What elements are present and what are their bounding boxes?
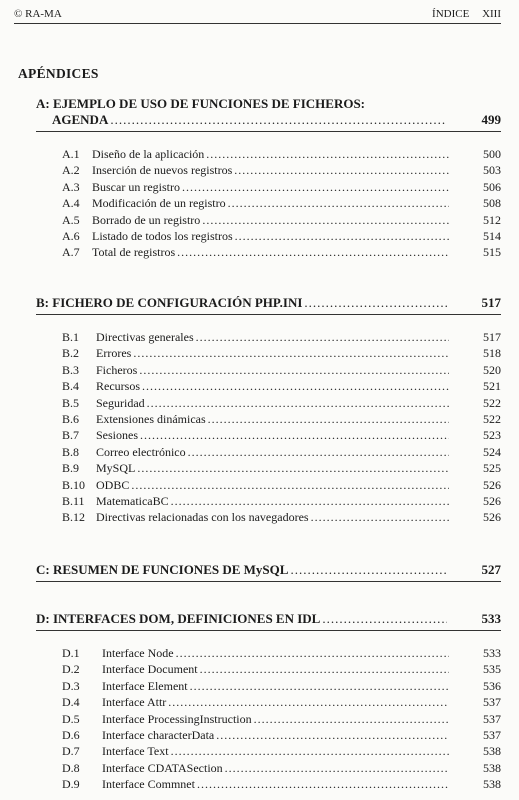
toc-entry (62, 244, 501, 260)
section-b-title-text: B: FICHERO DE CONFIGURACIÓN PHP.INI (36, 295, 303, 310)
entry-page: 508 (483, 196, 501, 211)
entry-page: 535 (483, 662, 501, 677)
leader-dots (168, 694, 449, 710)
entry-page: 537 (483, 695, 501, 710)
leader-dots (176, 645, 449, 661)
section-d (36, 611, 501, 793)
section-c (36, 562, 501, 582)
toc-entry (62, 345, 501, 361)
toc-entry (62, 395, 501, 411)
entry-number: B.7 (62, 428, 80, 443)
running-header (14, 8, 501, 24)
toc-entry (62, 146, 501, 162)
toc-entry (62, 212, 501, 228)
entry-label: Ficheros (96, 362, 138, 377)
entry-page: 537 (483, 727, 501, 742)
leader-dots (177, 244, 449, 260)
entry-label: Total de registros (92, 245, 176, 260)
entry-page: 515 (483, 245, 501, 260)
toc-entry (62, 727, 501, 743)
entry-label: Sesiones (96, 428, 138, 443)
section-a-items (36, 146, 501, 261)
entry-label: Directivas generales (96, 330, 194, 344)
leader-dots (110, 112, 447, 128)
entry-number: A.7 (62, 245, 80, 260)
entry-number: B.9 (62, 461, 80, 476)
section-d-items (36, 645, 501, 793)
section-a-title-line2: AGENDA (52, 112, 109, 127)
entry-page: 526 (483, 477, 501, 492)
entry-number: B.10 (62, 477, 86, 492)
entry-label: ODBC (96, 477, 130, 492)
entry-number: B.6 (62, 411, 80, 426)
entry-page: 537 (483, 711, 501, 726)
entry-label: Inserción de nuevos registros (92, 163, 233, 178)
leader-dots (142, 378, 449, 394)
toc-entry (62, 460, 501, 476)
entry-number: A.5 (62, 212, 80, 227)
entry-label: MySQL (96, 461, 136, 476)
entry-page: 522 (483, 411, 501, 426)
toc-entry (62, 411, 501, 427)
entry-number: B.8 (62, 444, 80, 459)
entry-page: 533 (483, 646, 501, 660)
leader-dots (131, 477, 449, 493)
toc-entry (62, 329, 501, 345)
toc-entry (62, 509, 501, 525)
entry-number: B.1 (62, 330, 80, 344)
entry-page: 536 (483, 678, 501, 693)
toc-entry (62, 378, 501, 394)
entry-page: 514 (483, 228, 501, 243)
entry-page: 524 (483, 444, 501, 459)
toc-entry (62, 678, 501, 694)
entry-number: A.2 (62, 163, 80, 178)
leader-dots (225, 760, 449, 776)
leader-dots (140, 427, 449, 443)
leader-dots (200, 661, 449, 677)
entry-number: B.2 (62, 346, 80, 361)
entry-page: 526 (483, 510, 501, 525)
entry-number: D.8 (62, 760, 80, 775)
toc-entry (62, 743, 501, 759)
leader-dots (228, 195, 449, 211)
entry-number: B.11 (62, 493, 85, 508)
toc-entry (62, 228, 501, 244)
entry-label: Buscar un registro (92, 179, 180, 194)
section-a-title-line1: A: EJEMPLO DE USO DE FUNCIONES DE FICHEROS: (36, 96, 366, 111)
entry-page: 538 (483, 760, 501, 775)
leader-dots (235, 228, 449, 244)
leader-dots (197, 776, 449, 792)
entry-page: 517 (483, 330, 501, 344)
section-b-items (36, 329, 501, 526)
entry-label: Interface Commnet (102, 777, 195, 792)
leader-dots (137, 460, 449, 476)
section-d-title-text: D: INTERFACES DOM, DEFINICIONES EN IDL (36, 611, 321, 626)
entry-number: B.5 (62, 395, 80, 410)
entry-page: 521 (483, 379, 501, 394)
entry-label: Interface Attr (102, 695, 167, 710)
entry-label: Modificación de un registro (92, 196, 226, 211)
leader-dots (304, 295, 447, 311)
entry-number: D.3 (62, 678, 80, 693)
entry-label: Seguridad (96, 395, 145, 410)
section-d-title (36, 611, 501, 631)
entry-number: D.4 (62, 695, 80, 710)
leader-dots (196, 329, 449, 345)
entry-number: B.3 (62, 362, 80, 377)
entry-label: Recursos (96, 379, 140, 394)
leader-dots (139, 362, 449, 378)
leader-dots (133, 345, 449, 361)
entry-label: Borrado de un registro (92, 212, 201, 227)
leader-dots (290, 562, 447, 578)
entry-number: D.6 (62, 727, 80, 742)
toc-entry (62, 195, 501, 211)
entry-page: 525 (483, 461, 501, 476)
leader-dots (182, 179, 449, 195)
toc-entry (62, 493, 501, 509)
entry-page: 538 (483, 777, 501, 792)
entry-label: Extensiones dinámicas (96, 411, 206, 426)
entry-number: A.1 (62, 147, 80, 161)
entry-label: Interface Element (102, 678, 188, 693)
toc-entry (62, 711, 501, 727)
toc-entry (62, 362, 501, 378)
entry-label: Diseño de la aplicación (92, 147, 205, 161)
entry-label: Correo electrónico (96, 444, 186, 459)
section-a (36, 96, 501, 261)
entry-number: D.2 (62, 662, 80, 677)
toc-entry (62, 645, 501, 661)
toc-entry (62, 444, 501, 460)
toc-entry (62, 776, 501, 792)
entry-label: Interface Node (102, 646, 174, 660)
leader-dots (202, 212, 449, 228)
entry-page: 522 (483, 395, 501, 410)
entry-label: Interface Text (102, 744, 169, 759)
entry-page: 523 (483, 428, 501, 443)
entry-label: Errores (96, 346, 132, 361)
entry-page: 538 (483, 744, 501, 759)
entry-label: Interface Document (102, 662, 198, 677)
entry-page: 500 (483, 147, 501, 161)
entry-label: Interface characterData (102, 727, 215, 742)
section-c-title-text: C: RESUMEN DE FUNCIONES DE MySQL (36, 562, 289, 577)
section-c-page: 527 (481, 562, 501, 577)
entry-label: Interface ProcessingInstruction (102, 711, 252, 726)
leader-dots (234, 162, 449, 178)
header-copyright: © RA-MA (14, 8, 62, 20)
entry-number: A.4 (62, 196, 80, 211)
leader-dots (311, 509, 449, 525)
section-b (36, 295, 501, 526)
section-a-title (36, 96, 501, 132)
leader-dots (188, 444, 449, 460)
toc-entry (62, 179, 501, 195)
entry-number: A.6 (62, 228, 80, 243)
entry-number: D.1 (62, 646, 80, 660)
leader-dots (254, 711, 449, 727)
entry-page: 512 (483, 212, 501, 227)
section-c-title (36, 562, 501, 582)
section-b-page: 517 (481, 295, 501, 310)
section-d-page: 533 (481, 611, 501, 626)
leader-dots (190, 678, 449, 694)
leader-dots (171, 493, 449, 509)
leader-dots (216, 727, 449, 743)
entry-page: 526 (483, 493, 501, 508)
leader-dots (171, 743, 449, 759)
entry-page: 506 (483, 179, 501, 194)
header-page-number: XIII (482, 8, 501, 20)
section-a-page: 499 (481, 112, 501, 127)
entry-label: MatematicaBC (96, 493, 169, 508)
leader-dots (322, 611, 447, 627)
header-right (422, 8, 501, 20)
entry-page: 520 (483, 362, 501, 377)
entry-number: B.4 (62, 379, 80, 394)
toc-entry (62, 694, 501, 710)
entry-number: B.12 (62, 510, 86, 525)
toc-entry (62, 427, 501, 443)
leader-dots (208, 411, 449, 427)
toc-entry (62, 162, 501, 178)
entry-label: Directivas relacionadas con los navegadores (96, 510, 309, 525)
entry-number: D.7 (62, 744, 80, 759)
header-title: ÍNDICE (432, 8, 470, 20)
leader-dots (147, 395, 449, 411)
entry-page: 503 (483, 163, 501, 178)
entry-label: Interface CDATASection (102, 760, 223, 775)
entry-number: D.5 (62, 711, 80, 726)
entry-number: D.9 (62, 777, 80, 792)
page-heading: APÉNDICES (18, 66, 99, 81)
entry-number: A.3 (62, 179, 80, 194)
toc-entry (62, 760, 501, 776)
leader-dots (206, 146, 449, 162)
section-b-title (36, 295, 501, 315)
entry-page: 518 (483, 346, 501, 361)
toc-entry (62, 661, 501, 677)
entry-label: Listado de todos los registros (92, 228, 233, 243)
toc-entry (62, 477, 501, 493)
